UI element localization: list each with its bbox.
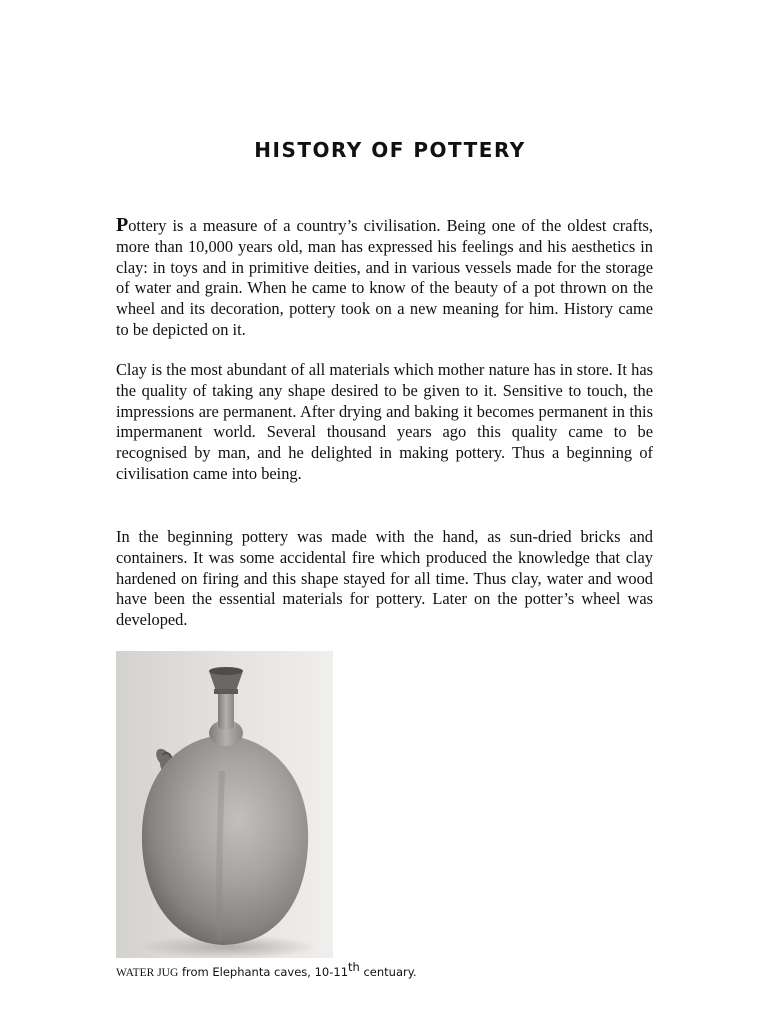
page-title: HISTORY OF POTTERY xyxy=(254,138,526,162)
water-jug-photo xyxy=(116,651,333,958)
figure-caption xyxy=(116,960,417,980)
paragraph-intro xyxy=(116,215,653,341)
caption-tail: centuary. xyxy=(359,965,417,979)
caption-lead: WATER JUG xyxy=(116,967,179,979)
caption-superscript: th xyxy=(348,960,360,974)
caption-text: from Elephanta caves, 10-11 xyxy=(178,965,349,979)
paragraph-clay: Clay is the most abundant of all materials which mother nature has in store. It has the quality of taking any shape desired to be given to it. Sensitive to touch, the impressions are permanent. After drying and baking it becomes permanent in this impermanent world. Several thousand years ago this quality came to be recognised by man, and he delighted in making pottery. Thus a beginning of civilisation came into being. xyxy=(116,360,653,483)
paragraph-beginning: In the beginning pottery was made with the hand, as sun-dried bricks and containers. It was some accidental fire which produced the knowledge that clay hardened on firing and this shape stayed for all time. Thus clay, water and wood have been the essential materials for pottery. Later on the potter’s wheel was developed. xyxy=(116,527,653,630)
drop-cap: P xyxy=(116,214,129,236)
paragraph-intro-text: ottery is a measure of a country’s civilisation. Being one of the oldest crafts, more than 10,000 years old, man has expressed his feelings and his aesthetics in clay: in toys and in primitive deities, and in various vessels made for the storage of water and grain. When he came to know of the beauty of a pot thrown on the wheel and its decoration, pottery took on a new meaning for him. History came to be depicted on it. xyxy=(116,216,653,339)
